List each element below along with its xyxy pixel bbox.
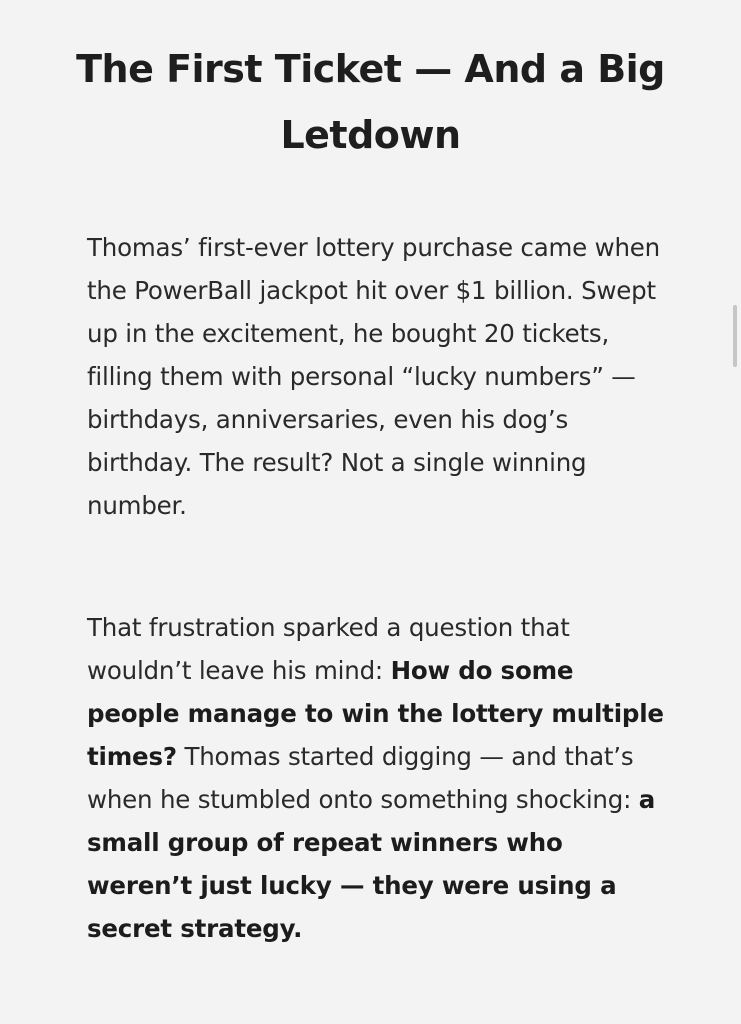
article-title: The First Ticket — And a Big Letdown [76, 47, 665, 157]
paragraph-2-intro: That frustration sparked a question that wouldn’t leave his mind: [87, 613, 570, 685]
paragraph-2-middle: Thomas started digging — and that’s when he stumbled onto something shocking: [87, 742, 639, 814]
article-paragraph-2 [87, 606, 667, 950]
paragraph-2-question: How do some people manage to win the lottery multiple times? [87, 656, 664, 771]
paragraph-2-highlight: a small group of repeat winners who weren’t just lucky — they were using a secret strategy. [87, 785, 656, 943]
scrollbar-thumb[interactable] [733, 305, 737, 367]
article-paragraph-1: Thomas’ first-ever lottery purchase came when the PowerBall jackpot hit over $1 billion. Swept up in the excitement, he bought 20 tickets, filling them with personal “lucky numbers” — birthdays, anniversaries, even his dog’s birthday. The result? Not a single winning number. [87, 233, 660, 520]
